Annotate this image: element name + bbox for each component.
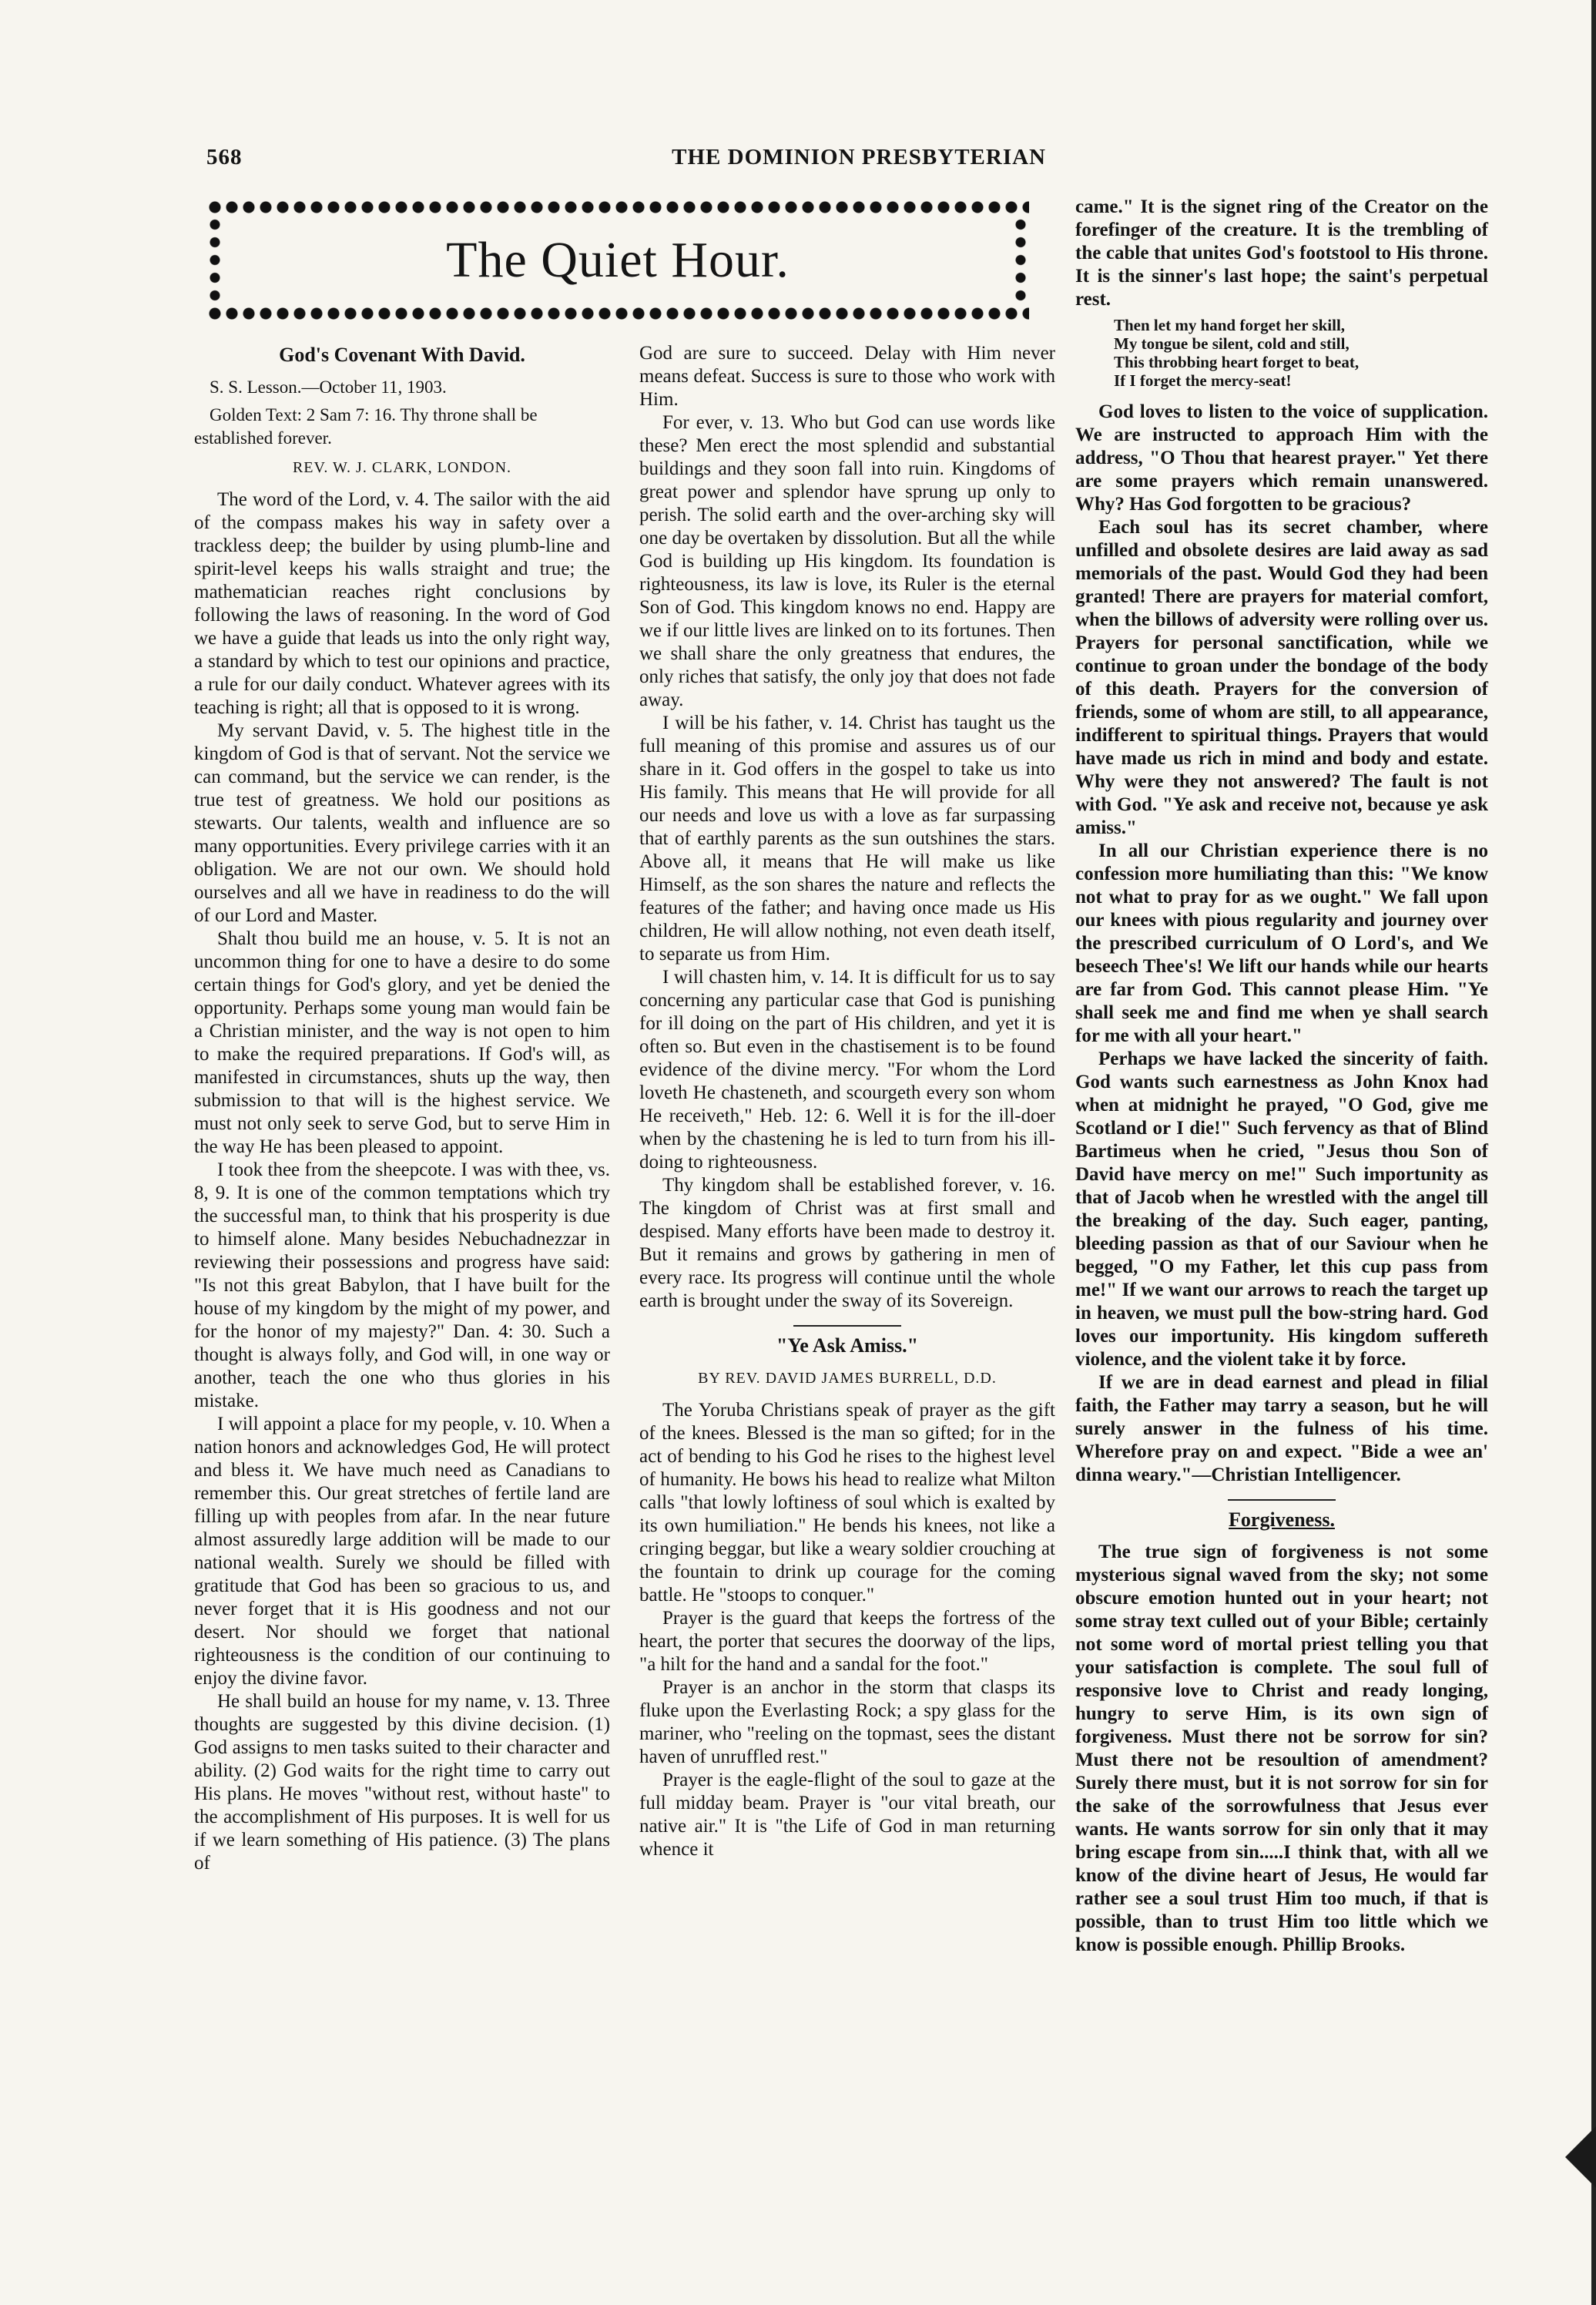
paragraph: The true sign of forgiveness is not some mysterious signal waved from the sky; not some obscure emotion hunted out in your heart; not some stray text culled out of your Bible; certainly not some word of mortal priest telling you that your satisfaction is complete. The soul full of responsive love to Christ and ready longing, hungry to serve Him, is its own sign of forgiveness. Must there not be sorrow for sin? Must there not be resoultion of amendment? Surely there must, but it is not sorrow for sin for the sake of the sorrowfulness that Jesus ever wants. He wants sorrow for sin only that it may bring escape from sin.....I think that, with all we know of the divine heart of Jesus, He would far rather see a soul trust Him too much, if that is possible, than to trust Him too little which we know is possible enough. Phillip Brooks. xyxy=(1075,1542,1488,1955)
poem-line: Then let my hand forget her skill, xyxy=(1114,316,1346,334)
poem xyxy=(1114,316,1488,390)
article-title: God's Covenant With David. xyxy=(279,344,525,366)
page-header xyxy=(206,145,1046,176)
paragraph: Thy kingdom shall be established forever, v. 16. The kingdom of Christ was at first small and despised. Many efforts have been made to destroy it. But it remains and grows by gathering in men of every race. Its progress will continue until the whole earth is brought under the sway of its Sovereign. xyxy=(639,1175,1055,1311)
paragraph: God loves to listen to the voice of supplication. We are instructed to approach Him with the address, "O Thou that hearest prayer." Yet there are some prayers which remain unanswered. Why? Has God forgotten to be gracious? xyxy=(1075,401,1488,515)
paragraph: I took thee from the sheepcote. I was with thee, vs. 8, 9. It is one of the common temptations which try the successful man, to think that his prosperity is due to himself alone. Many besides Nebuchadnezzar in reviewing their possessions and progress have said: "Is not this great Babylon, that I have built for the house of my kingdom by the might of my power, and for the honor of my majesty?" Dan. 4: 30. Such a thought is always folly, and God will, in one way or another, teach the one who thus glories in his mistake. xyxy=(194,1159,610,1411)
paragraph: God are sure to succeed. Delay with Him never means defeat. Success is sure to those who work with Him. xyxy=(639,343,1055,410)
paragraph: Prayer is the eagle-flight of the soul to gaze at the full midday beam. Prayer is "our vital breath, our native air." It is "the Life of God in man returning whence it xyxy=(639,1770,1055,1860)
golden-text: Golden Text: 2 Sam 7: 16. Thy throne shall be established forever. xyxy=(194,405,538,448)
section-banner xyxy=(206,199,1029,322)
section-divider xyxy=(1228,1499,1336,1501)
paragraph: I will chasten him, v. 14. It is difficult for us to say concerning any particular case that God is punishing for ill doing on the part of His children, and yet it is often so. But even in the chastisement is to be found evidence of the divine mercy. "For whom the Lord loveth He chasteneth, and scourgeth every son whom He receiveth," Heb. 12: 6. Well it is for the ill-doer when by the chastening he is led to turn from his ill-doing to righteousness. xyxy=(639,967,1055,1173)
paragraph: Prayer is an anchor in the storm that clasps its fluke upon the Everlasting Rock; a spy glass for the mariner, who "reeling on the topmast, sees the distant haven of unruffled rest." xyxy=(639,1677,1055,1767)
lesson-line: S. S. Lesson.—October 11, 1903. xyxy=(210,377,447,397)
section-divider xyxy=(793,1325,901,1327)
page-number: 568 xyxy=(206,145,243,169)
paragraph: The word of the Lord, v. 4. The sailor with the aid of the compass makes his way in safety over a trackless deep; the builder by using plumb-line and spirit-level keeps his walls straight and true; the mathematician reaches right conclusions by following the laws of reasoning. In the word of God we have a guide that leads us into the only right way, a standard by which to test our opinions and practice, a rule for our daily conduct. Whatever agrees with its teaching is right; all that is opposed to it is wrong. xyxy=(194,489,610,718)
poem-line: This throbbing heart forget to beat, xyxy=(1114,353,1360,371)
paragraph: Shalt thou build me an house, v. 5. It is not an uncommon thing for one to have a desire to do some certain things for God's glory, and yet be denied the opportunity. Perhaps some young man would fain be a Christian minister, and the way is not open to him to make the required preparations. If God's will, as manifested in circumstances, shuts up the way, then submission to that will is the highest service. We must not only seek to serve God, but to serve Him in the way He has been pleased to appoint. xyxy=(194,928,610,1157)
article-title: "Ye Ask Amiss." xyxy=(776,1334,919,1357)
poem-line: If I forget the mercy-seat! xyxy=(1114,371,1292,390)
edge-notch-mark xyxy=(1565,2126,1596,2188)
paragraph: In all our Christian experience there is no confession more humiliating than this: "We know not what to pray for as we ought." We fall upon our knees with pious regularity and journey over the prescribed curriculum of O Lord's, and We beseech Thee's! We lift our hands while our hearts are far from God. This cannot please Him. "Ye shall seek me and find me when ye shall search for me with all your heart." xyxy=(1075,840,1488,1046)
poem-line: My tongue be silent, cold and still, xyxy=(1114,334,1350,353)
article-byline: REV. W. J. CLARK, LONDON. xyxy=(292,459,512,476)
running-head: THE DOMINION PRESBYTERIAN xyxy=(672,145,1046,169)
banner-dot-border-bottom xyxy=(206,305,1029,322)
column-2 xyxy=(639,342,1055,1861)
paragraph: came." It is the signet ring of the Creator on the forefinger of the creature. It is the trembling of the cable that unites God's footstool to His throne. It is the sinner's last hope; the saint's perpetual rest. xyxy=(1075,196,1488,310)
paragraph: He shall build an house for my name, v. 13. Three thoughts are suggested by this divine decision. (1) God assigns to men tasks suited to their character and ability. (2) God waits for the right time to carry out His plans. He moves "without rest, without haste" to the accomplishment of His purposes. It is well for us if we learn something of His patience. (3) The plans of xyxy=(194,1691,610,1874)
paragraph: My servant David, v. 5. The highest title in the kingdom of God is that of servant. Not the service we can command, but the service we can render, is the true test of greatness. We hold our positions as stewarts. Our talents, wealth and influence are so many opportunities. Every privilege carries with it an obligation. We are not our own. We should hold ourselves and all we have in readiness to do the will of our Lord and Master. xyxy=(194,720,610,926)
paragraph: If we are in dead earnest and plead in filial faith, the Father may tarry a season, but he will surely answer in the fulness of his time. Wherefore pray on and expect. "Bide a wee an' dinna weary."—Christian Intelligencer. xyxy=(1075,1372,1488,1485)
paragraph: I will appoint a place for my people, v. 10. When a nation honors and acknowledges God, He will protect and bless it. We have much need as Canadians to remember this. Our great stretches of fertile land are filling up with peoples from afar. In the near future almost assuredly large addition will be made to our national wealth. Surely we should be filled with gratitude that God has been so gracious to us, and never forget that it is His goodness and not our desert. Nor should we forget that national righteousness is the condition of our continuing to enjoy the divine favor. xyxy=(194,1414,610,1689)
paragraph: I will be his father, v. 14. Christ has taught us the full meaning of this promise and assures us of our share in it. God offers in the gospel to take us into His family. This means that He will provide for all our needs and love us with a love as far surpassing that of earthly parents as the sun outshines the stars. Above all, it means that He will make us like Himself, as the son shares the nature and reflects the features of the father; and having once made us His children, He will allow nothing, not even death itself, to separate us from Him. xyxy=(639,713,1055,965)
column-1 xyxy=(194,342,610,1875)
paragraph: Perhaps we have lacked the sincerity of faith. God wants such earnestness as John Knox had when at midnight he prayed, "O God, give me Scotland or I die!" Such fervency as that of Blind Bartimeus when he cried, "Jesus thou Son of David have mercy on me!" Such importunity as that of Jacob when he wrestled with the angel till the breaking of the day. Such eager, panting, bleeding passion as that of our Saviour when he begged, "O my Father, let this cup pass from me!" If we want our arrows to reach the target up in heaven, we must pull the bow-string hard. God loves our importunity. His kingdom suffereth violence, and the violent take it by force. xyxy=(1075,1048,1488,1370)
page-edge-shadow xyxy=(1591,0,1596,2305)
column-3 xyxy=(1075,196,1488,1957)
paragraph: Each soul has its secret chamber, where unfilled and obsolete desires are laid away as sad memorials of the past. Would God they had been granted! There are prayers for material comfort, when the billows of adversity were rolling over us. Prayers for personal sanctification, while we continue to groan under the bondage of the body of this death. Prayers for the conversion of friends, some of whom are still, to all appearance, indifferent to spiritual things. Prayers that would have made us rich in mind and body and estate. Why were they not answered? The fault is not with God. "Ye ask and receive not, because ye ask amiss." xyxy=(1075,517,1488,838)
paragraph: Prayer is the guard that keeps the fortress of the heart, the porter that secures the doorway of the lips, "a hilt for the hand and a sandal for the foot." xyxy=(639,1608,1055,1675)
paragraph: The Yoruba Christians speak of prayer as the gift of the knees. Blessed is the man so gifted; for in the act of bending to his God he rises to the highest level of humanity. He bows his head to realize what Milton calls "that lowly loftiness of soul which is exalted by its own humiliation." He bends his knees, not like a cringing beggar, but like a weary soldier crouching at the fountain to drink up courage for the coming battle. He "stoops to conquer." xyxy=(639,1400,1055,1605)
article-byline: BY REV. DAVID JAMES BURRELL, D.D. xyxy=(698,1370,997,1387)
section-title: The Quiet Hour. xyxy=(446,232,790,288)
banner-dot-border-top xyxy=(206,199,1029,216)
paragraph: For ever, v. 13. Who but God can use words like these? Men erect the most splendid and substantial buildings and they soon fall into ruin. Kingdoms of great power and splendor have sprung up only to perish. The solid earth and the over-arching sky will one day be overtaken by dissolution. But all the while God is building up His kingdom. Its foundation is righteousness, its law is love, its Ruler is the eternal Son of God. This kingdom knows no end. Happy are we if our little lives are linked on to its fortunes. Then we shall share the only greatness that endures, the only riches that satisfy, the only joy that does not fade away. xyxy=(639,412,1055,710)
article-title: Forgiveness. xyxy=(1229,1508,1335,1531)
